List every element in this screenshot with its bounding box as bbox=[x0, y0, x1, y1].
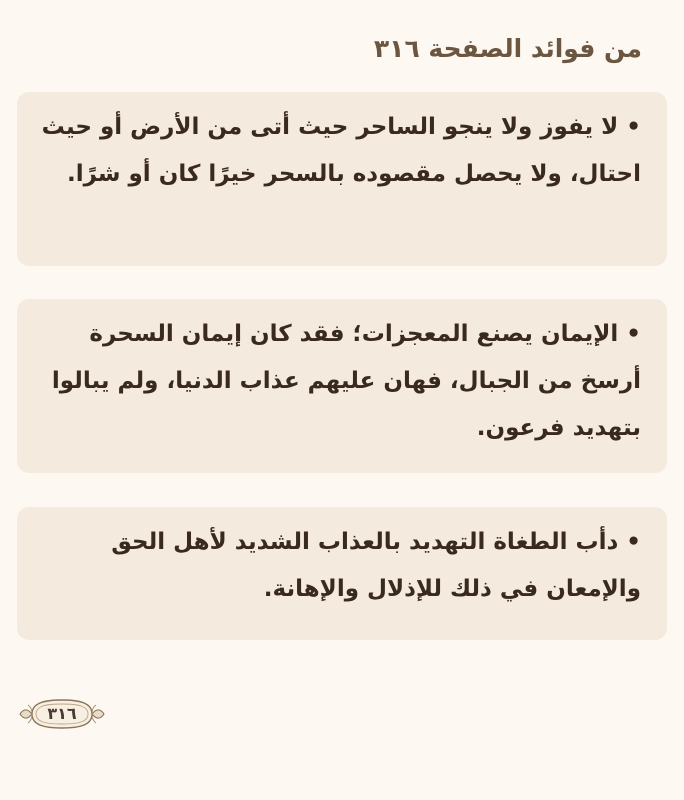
benefit-card bbox=[17, 507, 667, 640]
page-number: ٣١٦ bbox=[47, 704, 77, 723]
page-title: من فوائد الصفحة ٣١٦ bbox=[373, 34, 642, 63]
benefit-card bbox=[17, 92, 667, 266]
benefit-text: • دأب الطغاة التهديد بالعذاب الشديد لأهل الحق والإمعان في ذلك للإذلال والإهانة. bbox=[111, 529, 641, 602]
page-number-badge bbox=[18, 695, 106, 733]
benefit-text: • لا يفوز ولا ينجو الساحر حيث أتى من الأرض أو حيث احتال، ولا يحصل مقصوده بالسحر خيرًا كان أو شرًا. bbox=[41, 114, 641, 187]
benefit-card bbox=[17, 299, 667, 473]
benefit-text: • الإيمان يصنع المعجزات؛ فقد كان إيمان السحرة أرسخ من الجبال، فهان عليهم عذاب الدنيا، ولم يبالوا بتهديد فرعون. bbox=[51, 321, 641, 441]
